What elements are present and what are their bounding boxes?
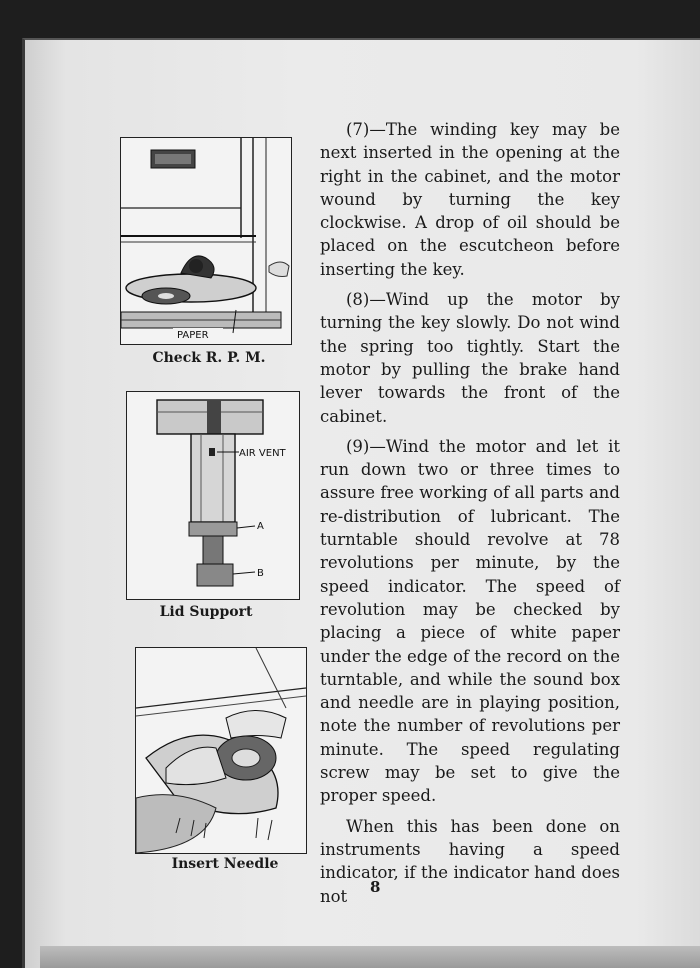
page-number: 8 bbox=[370, 878, 381, 896]
figure-lid-support bbox=[126, 391, 300, 600]
label-b: B bbox=[257, 568, 264, 579]
caption-lid-support: Lid Support bbox=[159, 604, 253, 620]
lid-support-illustration bbox=[127, 392, 299, 599]
instruction-text bbox=[320, 118, 620, 915]
caption-check-rpm: Check R. P. M. bbox=[152, 350, 266, 366]
figure-check-rpm bbox=[120, 137, 292, 345]
paper-label: PAPER bbox=[177, 330, 209, 341]
figure-insert-needle bbox=[135, 647, 307, 854]
page-bottom-edge bbox=[40, 946, 700, 968]
air-vent-label: AIR VENT bbox=[239, 448, 286, 459]
insert-needle-illustration bbox=[136, 648, 306, 853]
label-a: A bbox=[257, 521, 264, 532]
paragraph-step-9: (9)—Wind the motor and let it run down two or three times to assure free working of all parts and re-distribution of lubricant. The turntable should revolve at 78 revolutions per minute, by the speed indicator. The speed of revolution may be checked by placing a piece of white paper under the edge of the record on the turntable, and while the sound box and needle are in playing position, note the number of revolutions per minute. The speed regulating screw may be set to give the proper speed. bbox=[320, 436, 620, 806]
paragraph-step-7: (7)—The winding key may be next inserted in the opening at the right in the cabinet, and the motor wound by turning the key clockwise. A drop of oil should be placed on the escutcheon before inserting the key. bbox=[320, 120, 620, 279]
paragraph-speed-indicator: When this has been done on instruments having a speed indicator, if the indicator hand does not bbox=[320, 816, 620, 906]
paragraph-step-8: (8)—Wind up the motor by turning the key slowly. Do not wind the spring too tightly. Start the motor by pulling the brake hand lever towards the front of the cabinet. bbox=[320, 290, 620, 426]
turntable-illustration bbox=[121, 138, 291, 344]
caption-insert-needle: Insert Needle bbox=[171, 856, 279, 872]
